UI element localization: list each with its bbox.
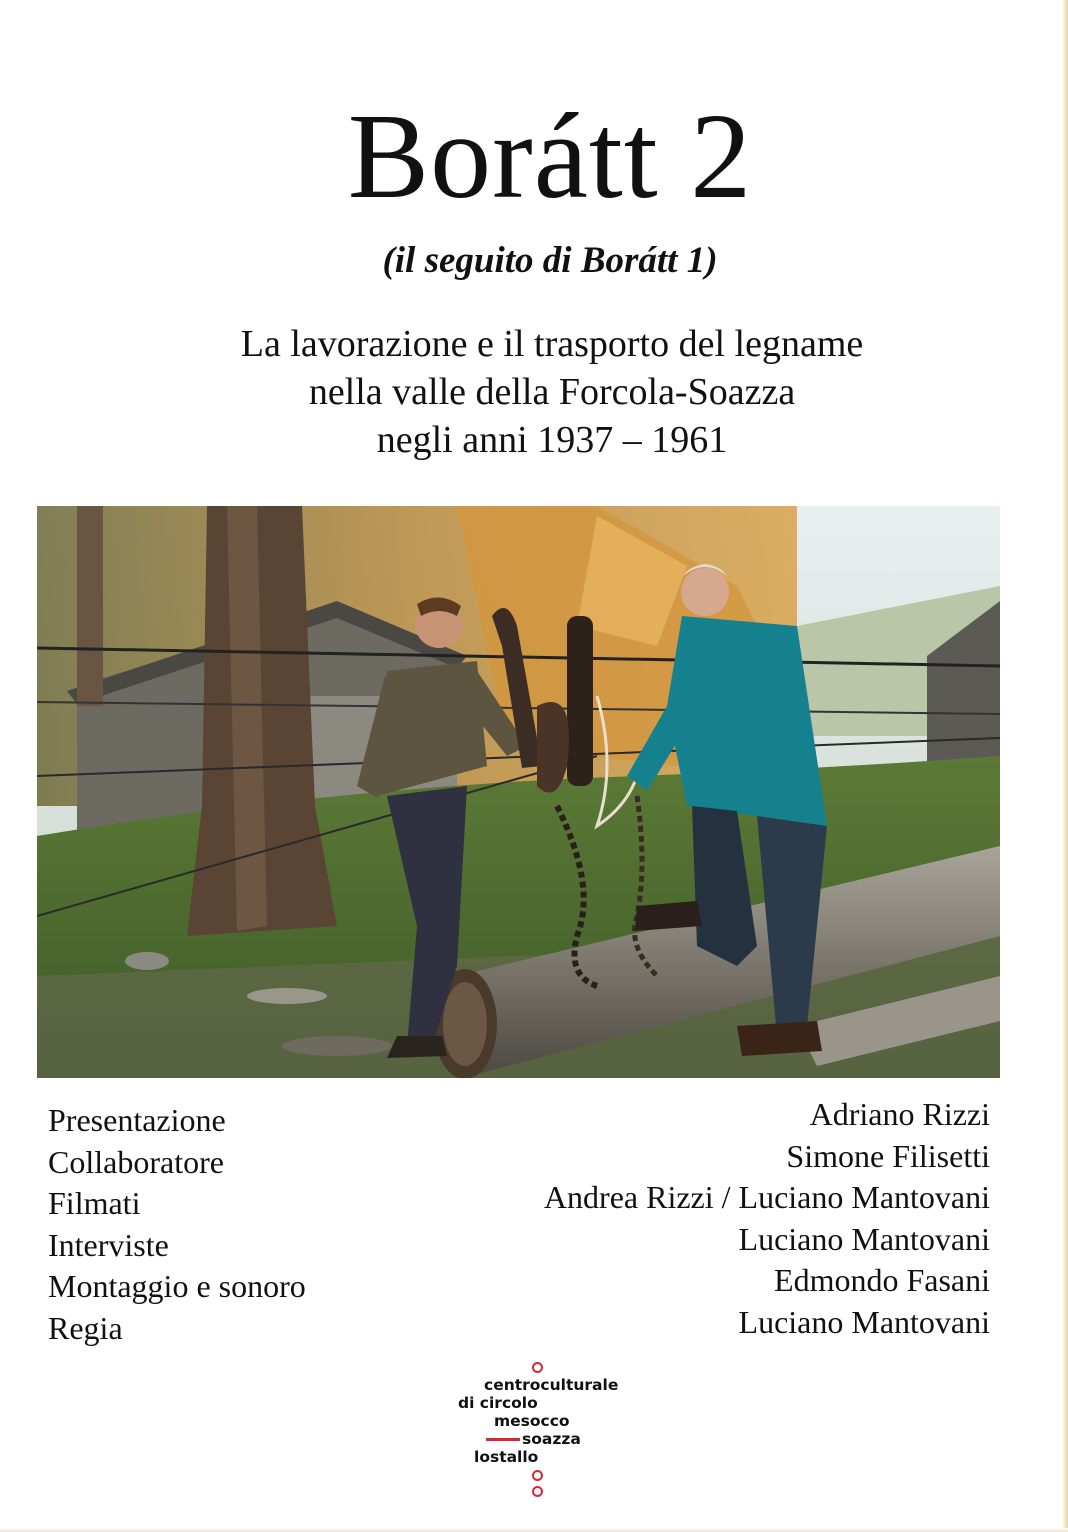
cover-photo	[37, 506, 1000, 1078]
credit-names	[544, 1094, 990, 1343]
logo-line: lostallo	[474, 1448, 539, 1466]
cover-description	[0, 320, 1068, 464]
description-line: La lavorazione e il trasporto del legname	[240, 323, 864, 365]
logo-line: mesocco	[494, 1412, 570, 1430]
logo-dot	[532, 1470, 543, 1481]
centro-culturale-logo	[454, 1358, 634, 1508]
credit-role: Filmati	[48, 1185, 141, 1221]
credit-name: Simone Filisetti	[786, 1137, 990, 1174]
page-edge-bottom	[0, 1528, 1068, 1532]
page-edge-right	[1062, 0, 1068, 1532]
credit-name: Andrea Rizzi / Luciano Mantovani	[543, 1179, 990, 1215]
cover-title: Borátt 2	[347, 89, 753, 224]
logo-line: soazza	[522, 1430, 581, 1448]
logo-dot	[532, 1486, 543, 1497]
description-line: negli anni 1937 – 1961	[376, 419, 728, 461]
logo-dash	[486, 1438, 520, 1441]
logo-line: centroculturale	[484, 1376, 619, 1394]
credit-role: Collaboratore	[48, 1143, 224, 1180]
credit-name: Edmondo Fasani	[774, 1262, 990, 1298]
cover-photo-illustration	[37, 506, 1000, 1078]
credit-name: Luciano Mantovani	[738, 1220, 990, 1257]
description-line: nella valle della Forcola-Soazza	[308, 371, 796, 413]
credit-roles	[48, 1100, 306, 1349]
credit-name: Luciano Mantovani	[738, 1303, 990, 1340]
credit-role: Montaggio e sonoro	[48, 1268, 306, 1304]
credit-role: Presentazione	[48, 1102, 226, 1138]
credit-role: Regia	[48, 1309, 123, 1346]
cover-subtitle: (il seguito di Borátt 1)	[382, 240, 718, 281]
logo-dot	[532, 1362, 543, 1373]
credit-name: Adriano Rizzi	[809, 1096, 990, 1132]
credit-role: Interviste	[48, 1226, 169, 1263]
logo-line: di circolo	[458, 1394, 538, 1412]
credits	[48, 1096, 990, 1350]
